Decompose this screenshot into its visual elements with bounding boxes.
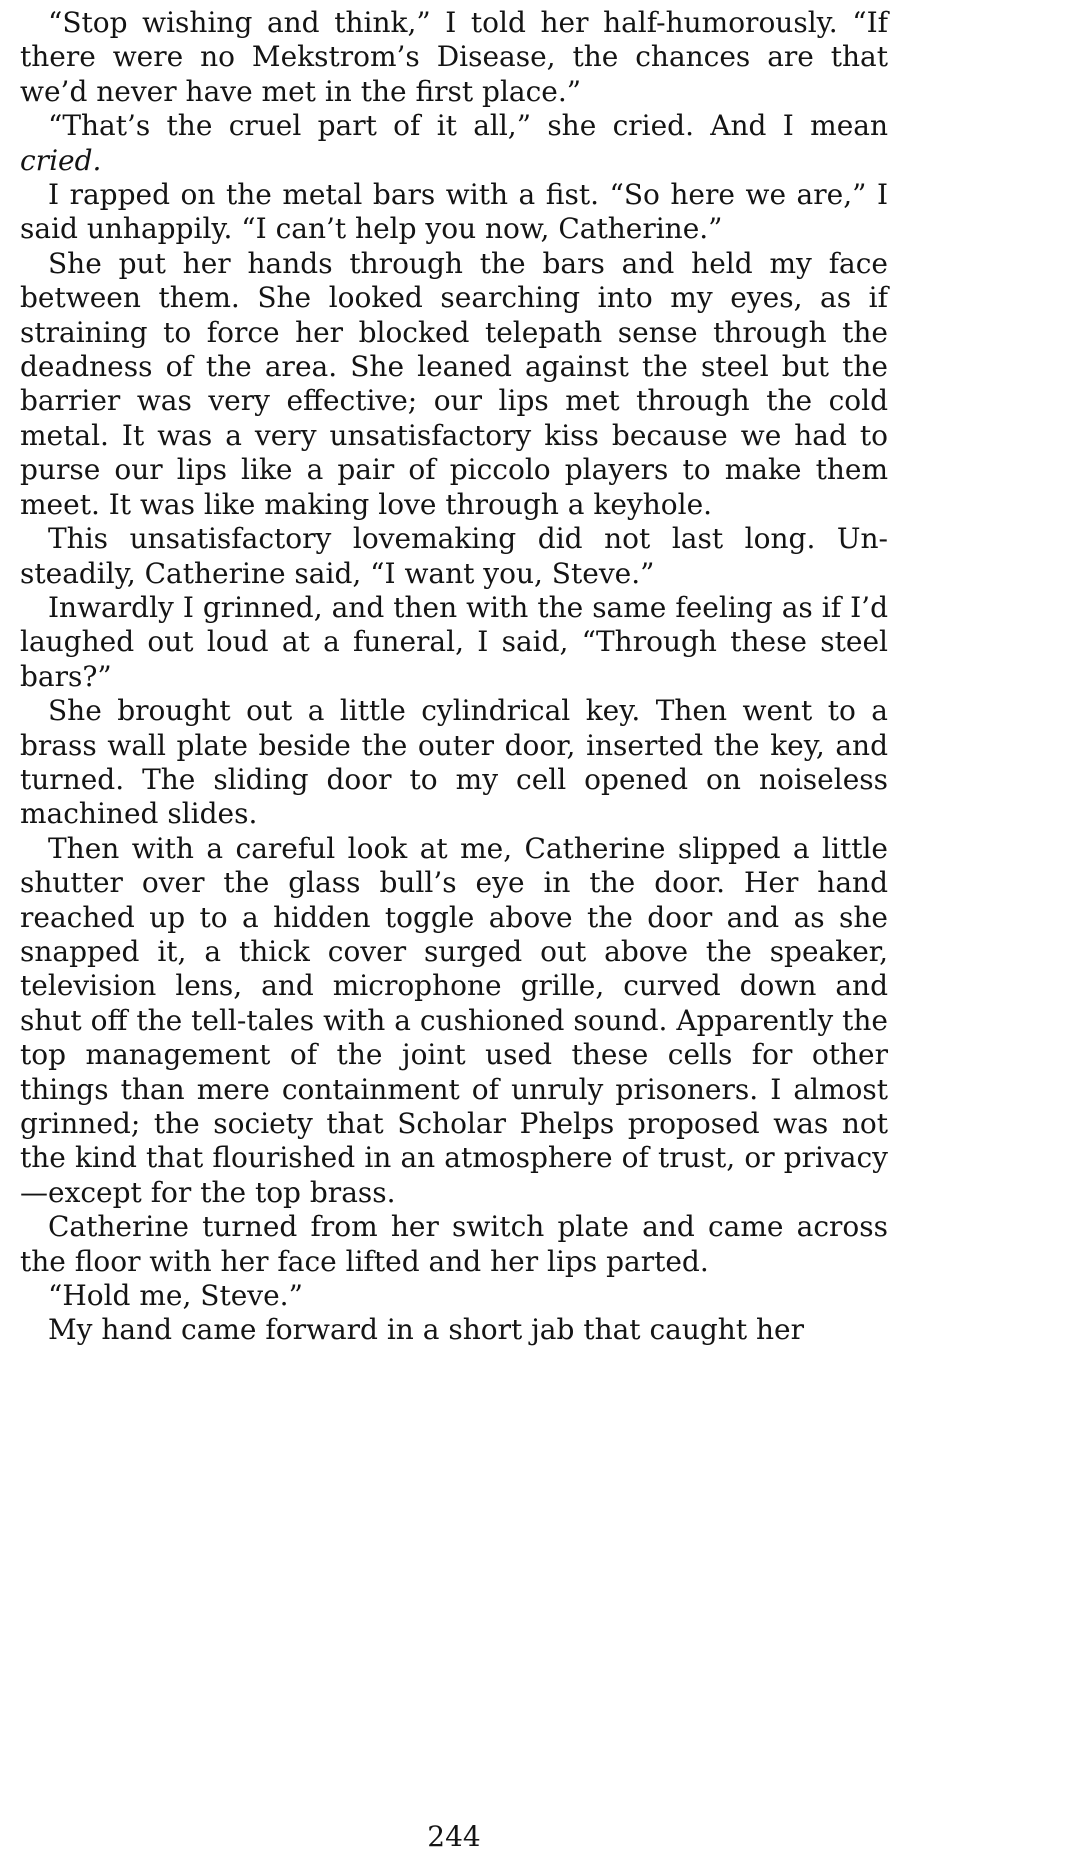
paragraph-3: I rapped on the metal bars with a fist. “So here we are,” I said unhappily. “I can’t help you now, Catherine.”: [20, 178, 888, 246]
paragraph-9: Catherine turned from her switch plate and came across the floor with her face lifted and her lips parted.: [20, 1210, 888, 1278]
paragraph-8: Then with a careful look at me, Catherine slipped a little shutter over the glass bull’s eye in the door. Her hand reached up to a hidden toggle above the door and as she snapped it, a thick cover surged out above the speaker, television lens, and microphone grille, curved down and shut off the tell-tales with a cushioned sound. Apparently the top management of the joint used these cells for other things than mere containment of unruly prisoners. I almost grinned; the society that Scholar Phelps proposed was not the kind that flourished in an atmosphere of trust, or privacy—except for the top brass.: [20, 831, 888, 1209]
paragraph-1: “Stop wishing and think,” I told her half-humorously. “If there were no Mekstrom’s Disease, the chances are that we’d never have met in the first place.”: [20, 6, 888, 108]
paragraph-4: She put her hands through the bars and held my face between them. She looked searching into my eyes, as if straining to force her blocked telepath sense through the deadness of the area. She leaned against the steel but the barrier was very effective; our lips met through the cold metal. It was a very unsatisfactory kiss because we had to purse our lips like a pair of piccolo players to make them meet. It was like making love through a keyhole.: [20, 246, 888, 521]
paragraph-7: She brought out a little cylindrical key. Then went to a brass wall plate beside the outer door, inserted the key, and turned. The sliding door to my cell opened on noiseless machined slides.: [20, 694, 888, 831]
paragraph-11: My hand came forward in a short jab that caught her: [48, 1313, 804, 1347]
paragraph-2-text: “That’s the cruel part of it all,” she cried. And I mean: [48, 109, 888, 143]
paragraph-10: “Hold me, Steve.”: [48, 1279, 303, 1313]
paragraph-2-italic: cried.: [20, 143, 102, 177]
paragraph-5: This unsatisfactory lovemaking did not last long. Unsteadily, Catherine said, “I want you, Steve.”: [20, 522, 888, 590]
paragraph-6: Inwardly I grinned, and then with the same feeling as if I’d laughed out loud at a funeral, I said, “Through these steel bars?”: [20, 590, 888, 693]
paragraph-2: [20, 109, 888, 178]
page-number: 244: [427, 1820, 481, 1853]
book-page-text: [20, 6, 888, 1348]
